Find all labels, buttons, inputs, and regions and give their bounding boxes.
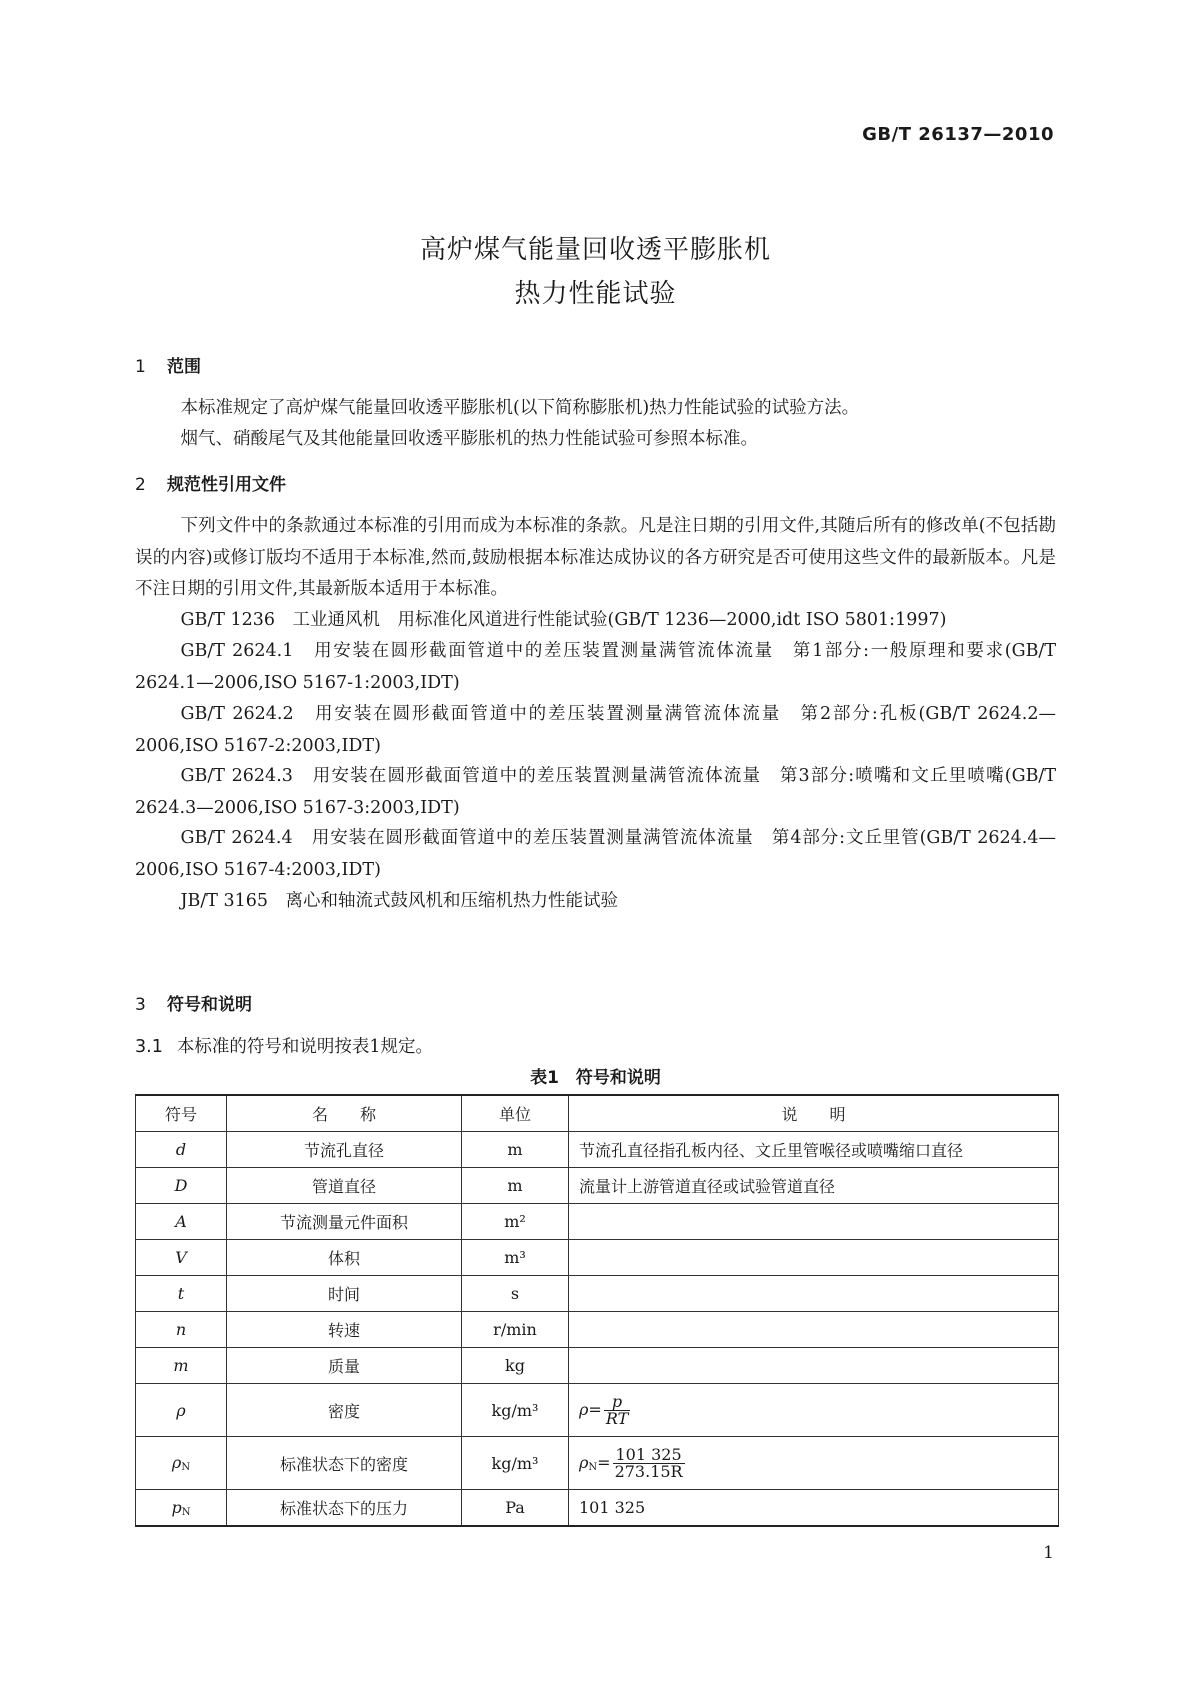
formula-fraction [604, 1391, 630, 1428]
section-title: 符号和说明 [167, 995, 252, 1015]
formula-equals: = [597, 1452, 611, 1472]
table-row [136, 1490, 1059, 1527]
standard-code: GB/T 26137—2010 [862, 124, 1054, 145]
cell-name: 密度 [227, 1384, 462, 1437]
table-row [136, 1132, 1059, 1168]
section-3-heading [135, 990, 252, 1015]
header-symbol: 符号 [136, 1095, 227, 1132]
scope-paragraph-2: 烟气、硝酸尾气及其他能量回收透平膨胀机的热力性能试验可参照本标准。 [180, 429, 758, 449]
cell-name: 体积 [227, 1240, 462, 1276]
formula-denominator: RT [605, 1408, 629, 1428]
cell-unit: Pa [462, 1490, 569, 1527]
cell-unit: m² [462, 1204, 569, 1240]
header-name: 名 称 [227, 1095, 462, 1132]
section-title: 范围 [167, 357, 201, 377]
cell-description [569, 1240, 1059, 1276]
cell-description [569, 1204, 1059, 1240]
cell-symbol: V [136, 1240, 227, 1276]
ref-entry: GB/T 1236 工业通风机 用标准化风道进行性能试验(GB/T 1236—2000,idt ISO 5801:1997) [180, 610, 947, 630]
symbol-main: ρ [171, 1453, 182, 1472]
cell-description: 流量计上游管道直径或试验管道直径 [569, 1168, 1059, 1204]
cell-description [569, 1348, 1059, 1384]
cell-unit: r/min [462, 1312, 569, 1348]
table-row [136, 1168, 1059, 1204]
cell-unit: kg [462, 1348, 569, 1384]
formula-lhs-subscript: N [588, 1461, 598, 1473]
table-row [136, 1348, 1059, 1384]
header-unit: 单位 [462, 1095, 569, 1132]
clause-text: 本标准的符号和说明按表1规定。 [176, 1037, 433, 1057]
cell-name: 转速 [227, 1312, 462, 1348]
formula-lhs: ρ [579, 1452, 589, 1472]
cell-description-formula [569, 1384, 1059, 1437]
cell-description-formula [569, 1437, 1059, 1490]
cell-unit: m³ [462, 1240, 569, 1276]
table-row [136, 1312, 1059, 1348]
symbol-main: p [171, 1497, 182, 1517]
ref-entry: GB/T 2624.2 用安装在圆形截面管道中的差压装置测量满管流体流量 第2部分:孔板(GB/T 2624.2—2006,ISO 5167-2:2003,IDT) [135, 704, 1056, 756]
cell-name: 节流测量元件面积 [227, 1204, 462, 1240]
cell-symbol [136, 1437, 227, 1490]
scope-paragraph-1: 本标准规定了高炉煤气能量回收透平膨胀机(以下简称膨胀机)热力性能试验的试验方法。 [180, 398, 860, 418]
page-number: 1 [1043, 1543, 1054, 1563]
table-row [136, 1240, 1059, 1276]
cell-symbol: m [136, 1348, 227, 1384]
ref-entry: GB/T 2624.3 用安装在圆形截面管道中的差压装置测量满管流体流量 第3部分:喷嘴和文丘里喷嘴(GB/T 2624.3—2006,ISO 5167-3:2003,IDT) [135, 766, 1056, 818]
clause-3-1 [135, 1033, 433, 1058]
cell-unit: kg/m³ [462, 1437, 569, 1490]
section-number: 1 [135, 357, 146, 377]
cell-description [569, 1312, 1059, 1348]
formula-lhs: ρ= [579, 1399, 602, 1419]
table-header-row [136, 1095, 1059, 1132]
formula-denominator: 273.15R [614, 1461, 683, 1481]
refs-intro-paragraph: 下列文件中的条款通过本标准的引用而成为本标准的条款。凡是注日期的引用文件,其随后所有的修改单(不包括勘误的内容)或修订版均不适用于本标准,然而,鼓励根据本标准达成协议的各方研究是否可使用这些文件的最新版本。凡是不注日期的引用文件,其最新版本适用于本标准。 [135, 516, 1056, 599]
formula-numerator: 101 325 [613, 1447, 685, 1464]
cell-unit: kg/m³ [462, 1384, 569, 1437]
cell-symbol: ρ [136, 1384, 227, 1437]
cell-unit: m [462, 1132, 569, 1168]
cell-description: 节流孔直径指孔板内径、文丘里管喉径或喷嘴缩口直径 [569, 1132, 1059, 1168]
section-title: 规范性引用文件 [167, 475, 286, 495]
cell-symbol: A [136, 1204, 227, 1240]
title-line-2: 热力性能试验 [514, 279, 677, 309]
cell-name: 节流孔直径 [227, 1132, 462, 1168]
header-description: 说 明 [569, 1095, 1059, 1132]
table-row [136, 1384, 1059, 1437]
symbol-subscript: N [181, 1462, 191, 1473]
ref-entry: JB/T 3165 离心和轴流式鼓风机和压缩机热力性能试验 [180, 891, 619, 911]
cell-name: 时间 [227, 1276, 462, 1312]
table-row [136, 1437, 1059, 1490]
cell-name: 标准状态下的压力 [227, 1490, 462, 1527]
section-number: 2 [135, 475, 146, 495]
cell-symbol [136, 1490, 227, 1527]
cell-symbol: D [136, 1168, 227, 1204]
symbol-subscript: N [181, 1506, 191, 1518]
document-title [0, 228, 1191, 316]
cell-symbol: d [136, 1132, 227, 1168]
cell-symbol: n [136, 1312, 227, 1348]
formula-numerator: p [604, 1394, 630, 1411]
ref-entry: GB/T 2624.1 用安装在圆形截面管道中的差压装置测量满管流体流量 第1部分:一般原理和要求(GB/T 2624.1—2006,ISO 5167-1:2003,IDT) [135, 641, 1056, 693]
section-1-heading [135, 352, 201, 377]
cell-description [569, 1276, 1059, 1312]
cell-name: 标准状态下的密度 [227, 1437, 462, 1490]
cell-name: 质量 [227, 1348, 462, 1384]
section-2-heading [135, 470, 286, 495]
formula-fraction [613, 1444, 685, 1481]
table-caption: 表1 符号和说明 [530, 1068, 661, 1088]
table-row [136, 1204, 1059, 1240]
cell-name: 管道直径 [227, 1168, 462, 1204]
symbols-table [135, 1094, 1059, 1527]
section-number: 3 [135, 995, 146, 1015]
cell-description: 101 325 [569, 1490, 1059, 1527]
table-row [136, 1276, 1059, 1312]
title-line-1: 高炉煤气能量回收透平膨胀机 [419, 235, 771, 265]
clause-number: 3.1 [135, 1037, 163, 1057]
cell-unit: s [462, 1276, 569, 1312]
ref-entry: GB/T 2624.4 用安装在圆形截面管道中的差压装置测量满管流体流量 第4部分:文丘里管(GB/T 2624.4—2006,ISO 5167-4:2003,IDT) [135, 828, 1056, 880]
cell-symbol: t [136, 1276, 227, 1312]
cell-unit: m [462, 1168, 569, 1204]
